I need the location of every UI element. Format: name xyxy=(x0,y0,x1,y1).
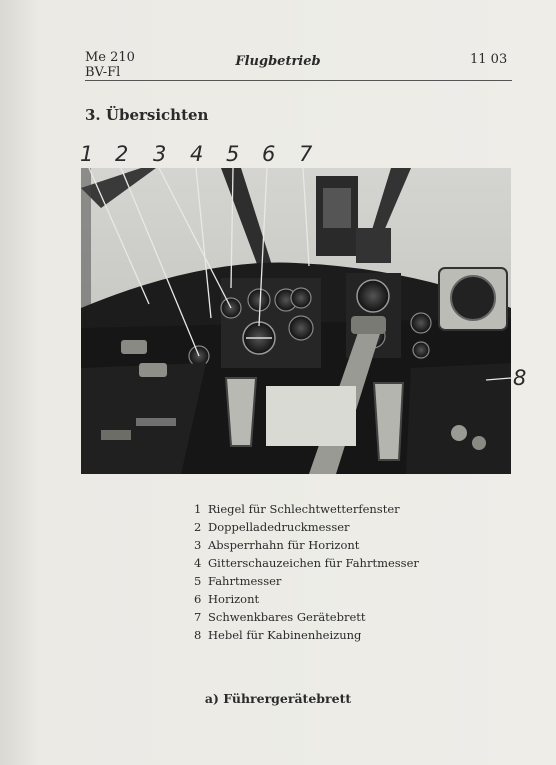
callout-3: 3 xyxy=(153,142,167,166)
section-title: 3. Übersichten xyxy=(85,106,209,124)
legend-item: 2 Doppelladedruckmesser xyxy=(194,520,350,534)
legend-list xyxy=(194,500,419,644)
callout-5: 5 xyxy=(226,142,240,166)
legend-item: 7 Schwenkbares Gerätebrett xyxy=(194,610,366,624)
legend-item: 8 Hebel für Kabinenheizung xyxy=(194,628,362,642)
figure-caption: a) Führergerätebrett xyxy=(204,691,352,706)
header-model: Me 210 xyxy=(85,50,135,65)
legend-item: 4 Gitterschauzeichen für Fahrtmesser xyxy=(194,556,419,570)
callout-4: 4 xyxy=(190,142,204,166)
header-title: Flugbetrieb xyxy=(235,54,321,69)
header-variant: BV-Fl xyxy=(85,65,121,80)
callout-2: 2 xyxy=(115,142,129,166)
callout-6: 6 xyxy=(262,142,276,166)
legend-item: 5 Fahrtmesser xyxy=(194,574,282,588)
legend-item: 1 Riegel für Schlechtwetterfenster xyxy=(194,502,400,516)
callout-8: 8 xyxy=(513,366,527,390)
legend-item: 3 Absperrhahn für Horizont xyxy=(194,538,360,552)
callout-7: 7 xyxy=(299,142,313,166)
callout-1: 1 xyxy=(80,142,94,166)
header-page-number: 11 03 xyxy=(470,52,508,67)
cockpit-photo xyxy=(81,168,511,474)
legend-item: 6 Horizont xyxy=(194,592,260,606)
header-rule xyxy=(85,80,512,81)
